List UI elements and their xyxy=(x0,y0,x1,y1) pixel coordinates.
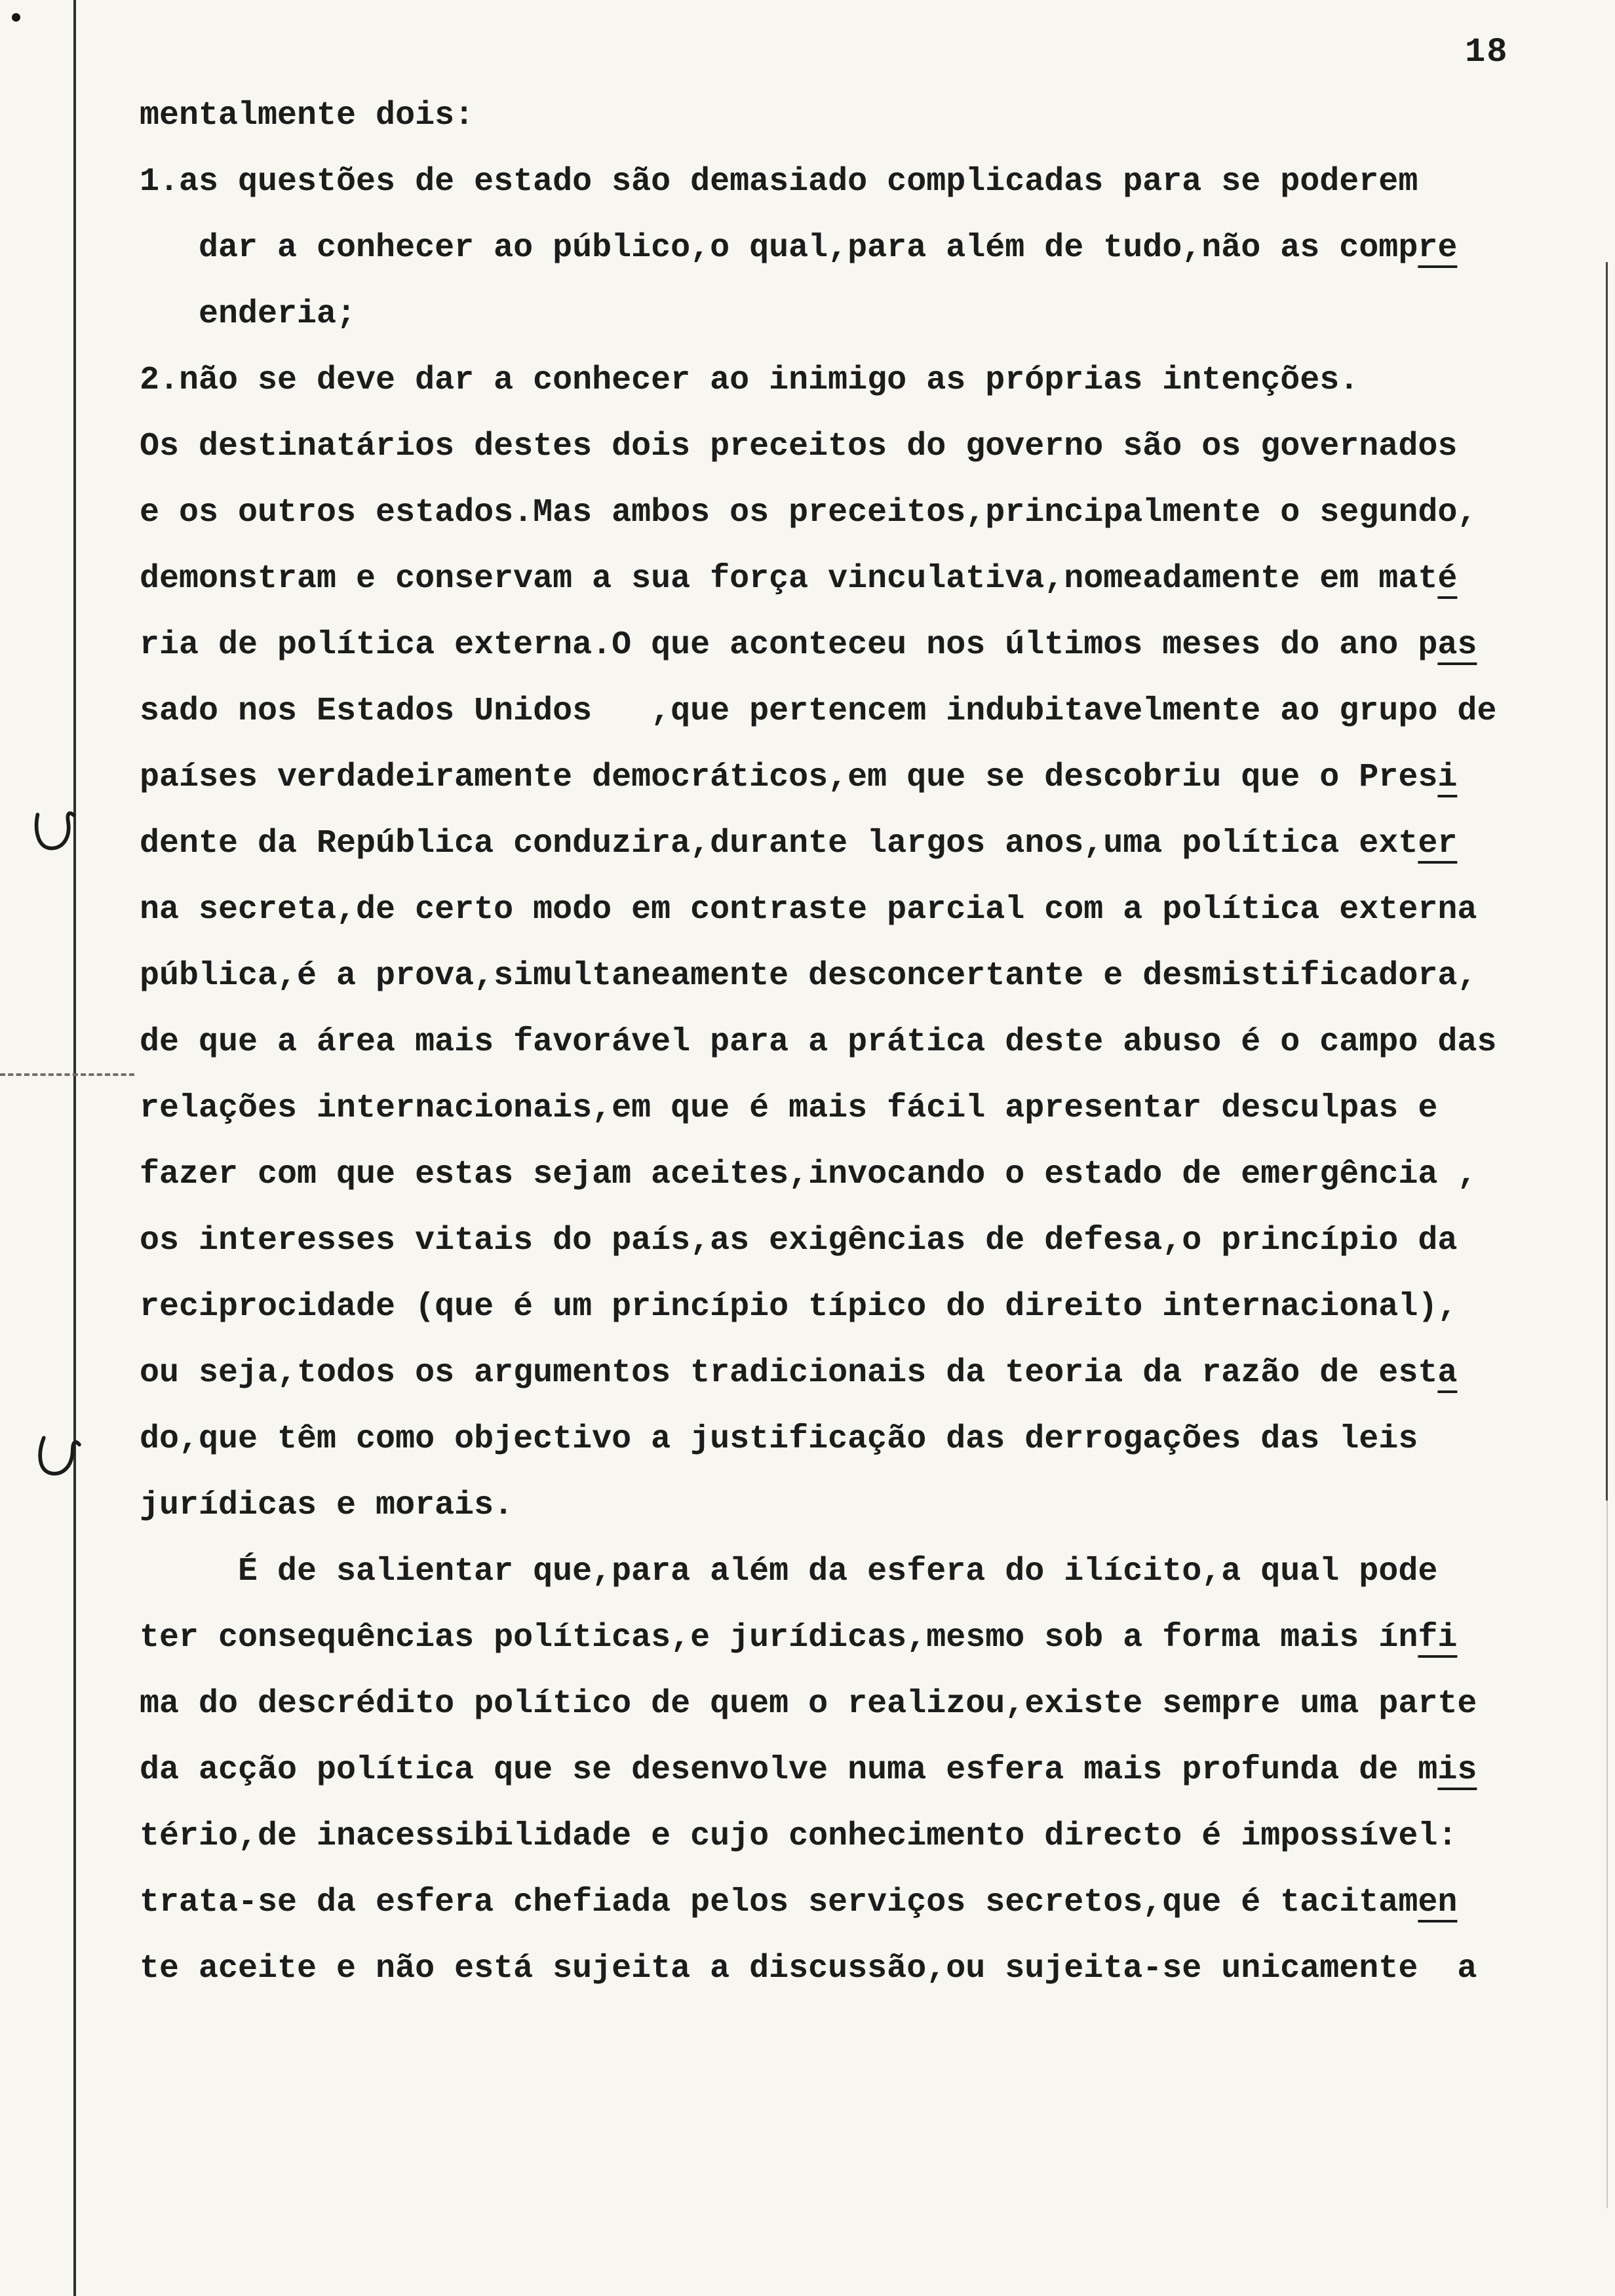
text-line xyxy=(140,612,1568,678)
text-segment: É de salientar que,para além da esfera do ilícito,a qual pode xyxy=(140,1553,1438,1590)
underlined-text-segment: re xyxy=(1418,229,1458,267)
text-line xyxy=(140,413,1568,480)
text-segment: os interesses vitais do país,as exigências de defesa,o princípio da xyxy=(140,1222,1458,1259)
text-segment: da acção política que se desenvolve numa esfera mais profunda de m xyxy=(140,1751,1438,1789)
text-line xyxy=(140,1539,1568,1605)
text-line xyxy=(140,347,1568,413)
text-segment: ma do descrédito político de quem o realizou,existe sempre uma parte xyxy=(140,1685,1477,1723)
text-line xyxy=(140,1075,1568,1141)
text-line xyxy=(140,1406,1568,1472)
text-segment: dente da República conduzira,durante largos anos,uma política ext xyxy=(140,825,1418,862)
text-line xyxy=(140,1869,1568,1936)
text-line xyxy=(140,1803,1568,1869)
page-number: 18 xyxy=(1465,33,1509,71)
underlined-text-segment: er xyxy=(1418,825,1458,862)
text-segment: de que a área mais favorável para a prática deste abuso é o campo das xyxy=(140,1024,1497,1061)
text-segment: Os destinatários destes dois preceitos do governo são os governados xyxy=(140,428,1458,465)
text-segment: do,que têm como objectivo a justificação das derrogações das leis xyxy=(140,1421,1418,1458)
text-line xyxy=(140,1009,1568,1075)
text-line xyxy=(140,1340,1568,1406)
text-line xyxy=(140,1936,1568,2002)
text-segment: na secreta,de certo modo em contraste parcial com a política externa xyxy=(140,891,1477,928)
text-segment: pública,é a prova,simultaneamente desconcertante e desmistificadora, xyxy=(140,957,1477,995)
text-line xyxy=(140,811,1568,877)
handwritten-pen-mark-icon xyxy=(31,1431,89,1489)
text-segment: relações internacionais,em que é mais fácil apresentar desculpas e xyxy=(140,1090,1438,1127)
underlined-text-segment: is xyxy=(1437,1751,1477,1789)
text-segment: ter consequências políticas,e jurídicas,mesmo sob a forma mais ín xyxy=(140,1619,1418,1656)
text-segment: países verdadeiramente democráticos,em que se descobriu que o Pres xyxy=(140,759,1438,796)
text-line xyxy=(140,546,1568,612)
text-line xyxy=(140,744,1568,811)
text-line xyxy=(140,480,1568,546)
underlined-text-segment: a xyxy=(1437,1354,1458,1392)
text-segment: tério,de inacessibilidade e cujo conhecimento directo é impossível: xyxy=(140,1818,1458,1855)
text-line xyxy=(140,1208,1568,1274)
text-line xyxy=(140,877,1568,943)
text-line xyxy=(140,1605,1568,1671)
text-segment: jurídicas e morais. xyxy=(140,1487,514,1524)
text-segment: reciprocidade (que é um princípio típico do direito internacional), xyxy=(140,1288,1458,1326)
underlined-text-segment: en xyxy=(1418,1884,1458,1921)
right-edge-rule xyxy=(1606,262,1608,1501)
text-line xyxy=(140,678,1568,744)
text-line xyxy=(140,1141,1568,1208)
text-line xyxy=(140,149,1568,215)
text-line xyxy=(140,1472,1568,1539)
underlined-text-segment: as xyxy=(1437,626,1477,664)
text-segment: demonstram e conservam a sua força vinculativa,nomeadamente em mat xyxy=(140,560,1438,598)
text-line xyxy=(140,83,1568,149)
text-segment: ou seja,todos os argumentos tradicionais da teoria da razão de est xyxy=(140,1354,1438,1392)
text-line xyxy=(140,1274,1568,1340)
right-edge-rule-faint xyxy=(1606,1501,1608,2208)
text-segment: fazer com que estas sejam aceites,invocando o estado de emergência , xyxy=(140,1156,1477,1193)
ink-dot xyxy=(12,13,20,22)
text-line xyxy=(140,215,1568,281)
text-segment: mentalmente dois: xyxy=(140,97,475,134)
text-line xyxy=(140,281,1568,347)
text-segment: ria de política externa.O que aconteceu nos últimos meses do ano p xyxy=(140,626,1438,664)
text-segment: 1.as questões de estado são demasiado complicadas para se poderem xyxy=(140,163,1418,201)
left-margin-rule xyxy=(73,0,76,2296)
text-segment: 2.não se deve dar a conhecer ao inimigo as próprias intenções. xyxy=(140,362,1359,399)
text-segment: enderia; xyxy=(140,296,357,333)
handwritten-pen-mark-icon xyxy=(29,805,85,861)
underlined-text-segment: fi xyxy=(1418,1619,1458,1656)
text-segment: e os outros estados.Mas ambos os preceitos,principalmente o segundo, xyxy=(140,494,1477,531)
text-segment: trata-se da esfera chefiada pelos serviços secretos,que é tacitam xyxy=(140,1884,1418,1921)
text-segment: te aceite e não está sujeita a discussão,ou sujeita-se unicamente a xyxy=(140,1950,1477,1987)
document-text xyxy=(140,83,1568,2002)
text-segment: sado nos Estados Unidos ,que pertencem indubitavelmente ao grupo de xyxy=(140,693,1497,730)
text-line xyxy=(140,1671,1568,1737)
text-line xyxy=(140,943,1568,1009)
text-segment: dar a conhecer ao público,o qual,para além de tudo,não as comp xyxy=(140,229,1418,267)
pencil-dashed-line xyxy=(0,1073,134,1076)
underlined-text-segment: é xyxy=(1437,560,1458,598)
text-line xyxy=(140,1737,1568,1803)
underlined-text-segment: i xyxy=(1437,759,1458,796)
